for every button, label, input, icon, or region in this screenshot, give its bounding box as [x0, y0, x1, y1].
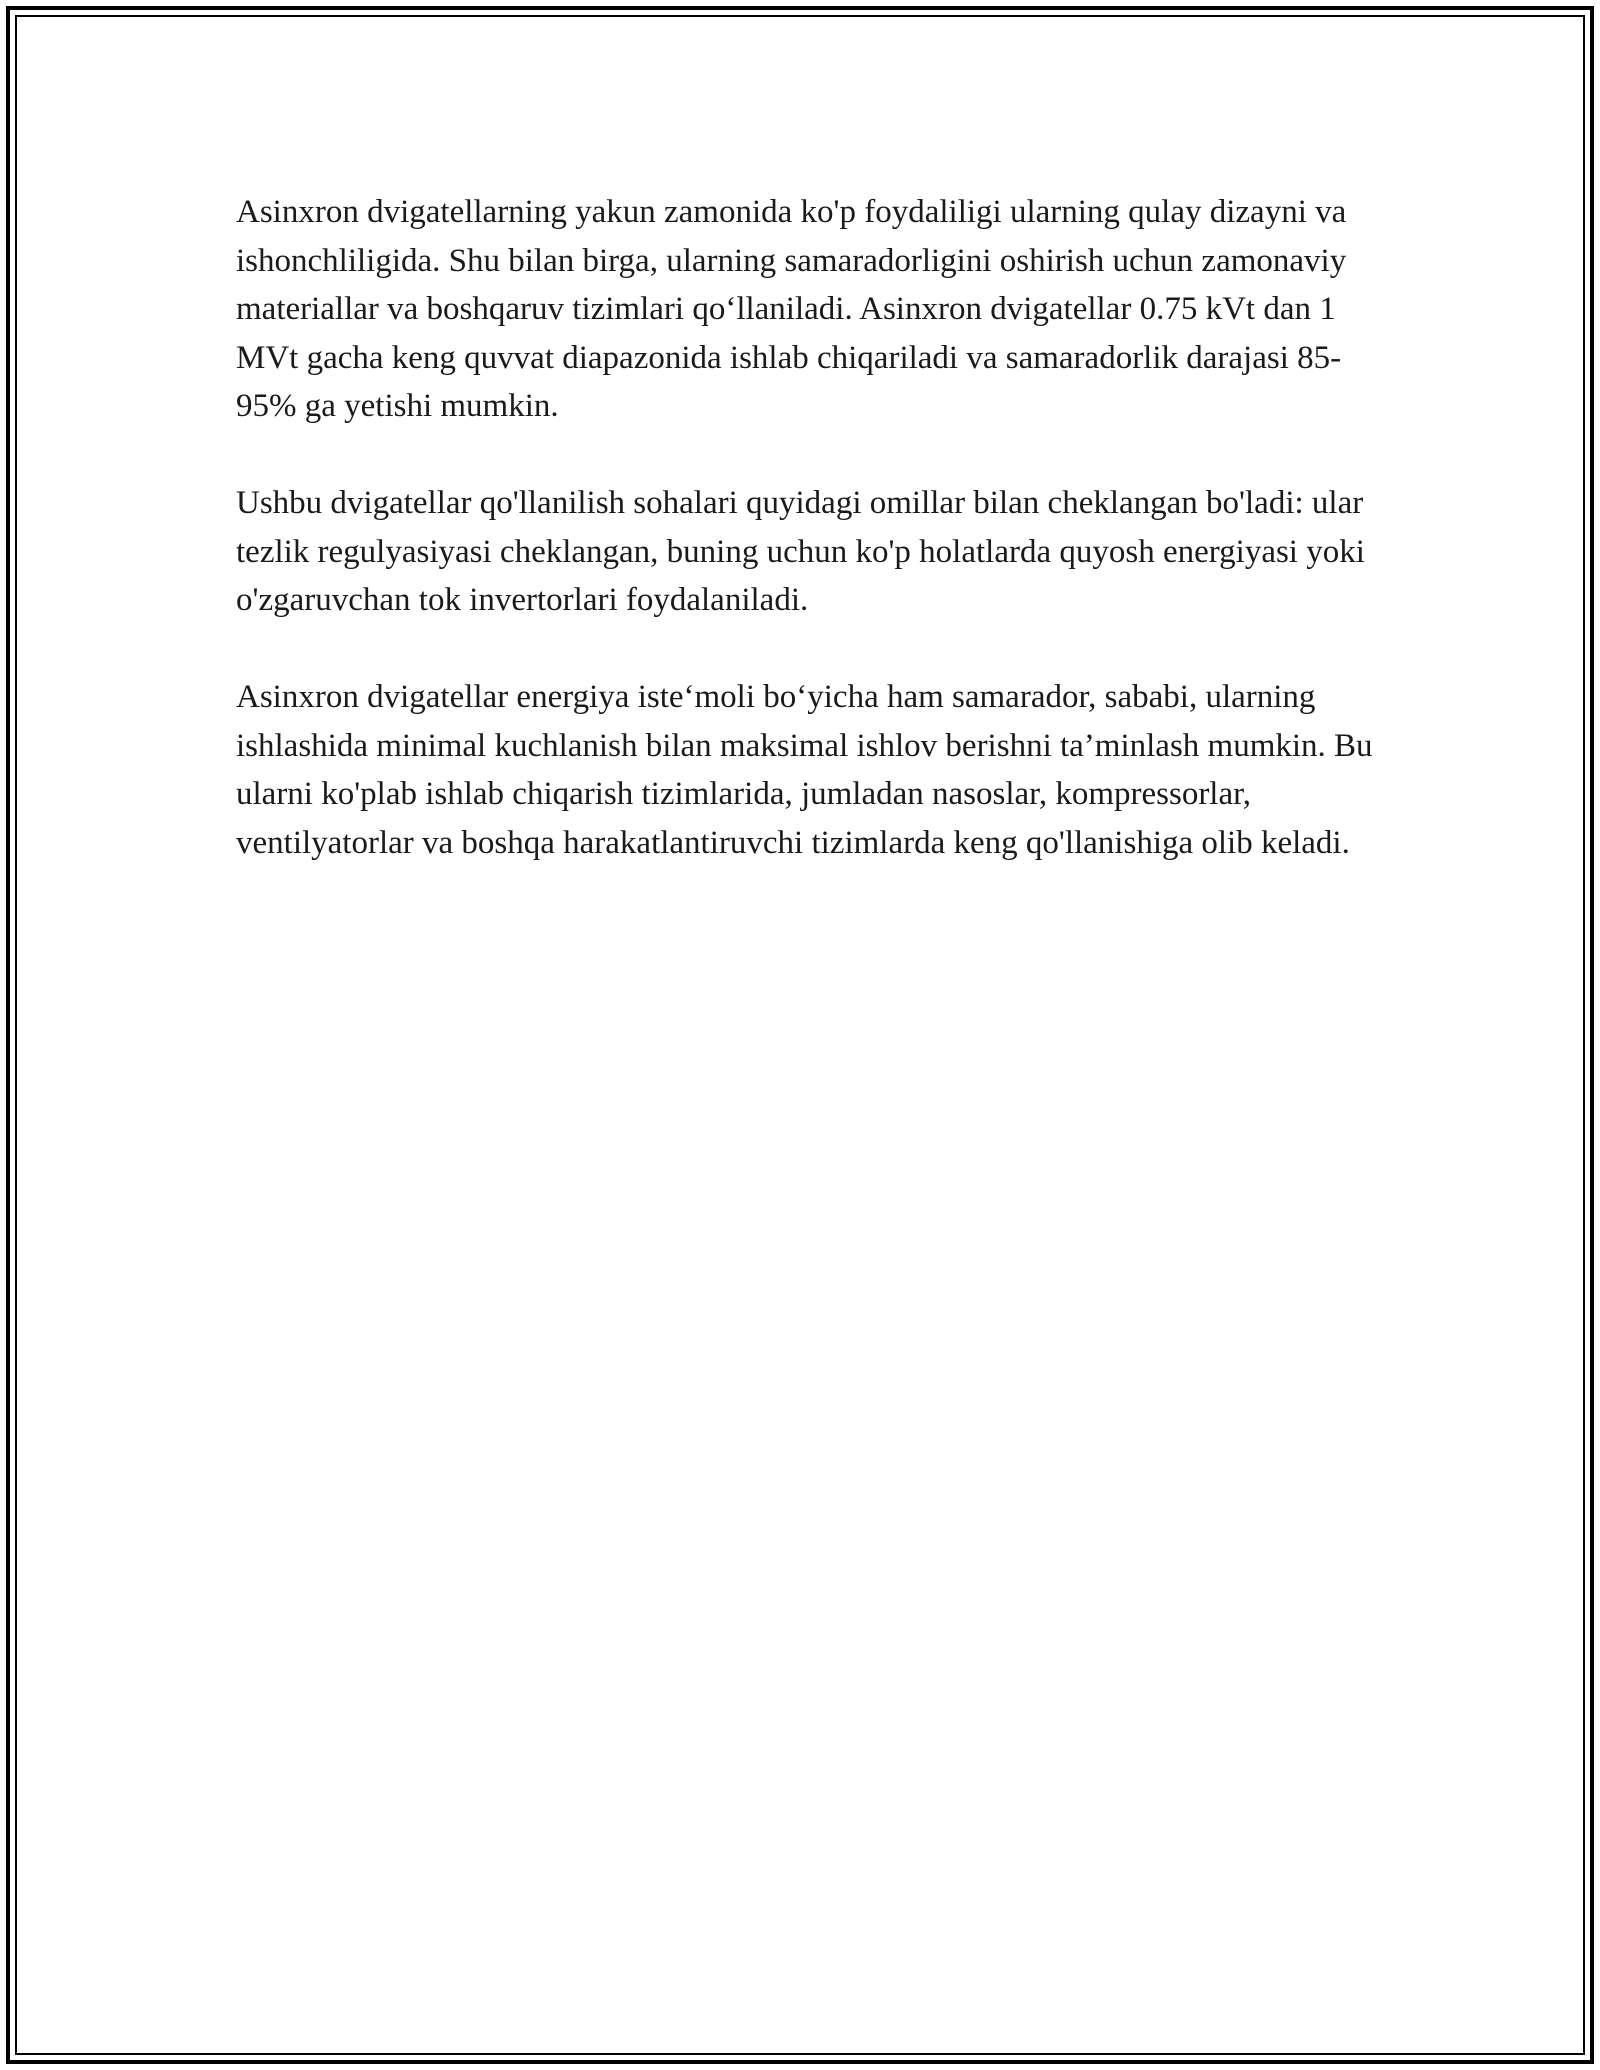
paragraph-2: Ushbu dvigatellar qo'llanilish sohalari quyidagi omillar bilan cheklangan bo'ladi: ular tezlik regulyasiyasi cheklangan, buning uchun ko'p holatlarda quyosh energiyasi yoki o'zgaruvchan tok invertorlari foydalaniladi.	[236, 485, 1365, 618]
paragraph-1: Asinxron dvigatellarning yakun zamonida ko'p foydaliligi ularning qulay dizayni va ishonchliligida. Shu bilan birga, ularning samaradorligini oshirish uchun zamonaviy materiallar va boshqaruv tizimlari qo‘llaniladi. Asinxron dvigatellar 0.75 kVt dan 1 MVt gacha keng quvvat diapazonida ishlab chiqariladi va samaradorlik darajasi 85-95% ga yetishi mumkin.	[236, 194, 1347, 424]
document-body	[236, 188, 1396, 916]
paragraph-3: Asinxron dvigatellar energiya iste‘moli bo‘yicha ham samarador, sababi, ularning ishlashida minimal kuchlanish bilan maksimal ishlov berishni ta’minlash mumkin. Bu ularni ko'plab ishlab chiqarish tizimlarida, jumladan nasoslar, kompressorlar, ventilyatorlar va boshqa harakatlantiruvchi tizimlarda keng qo'llanishiga olib keladi.	[236, 679, 1373, 861]
